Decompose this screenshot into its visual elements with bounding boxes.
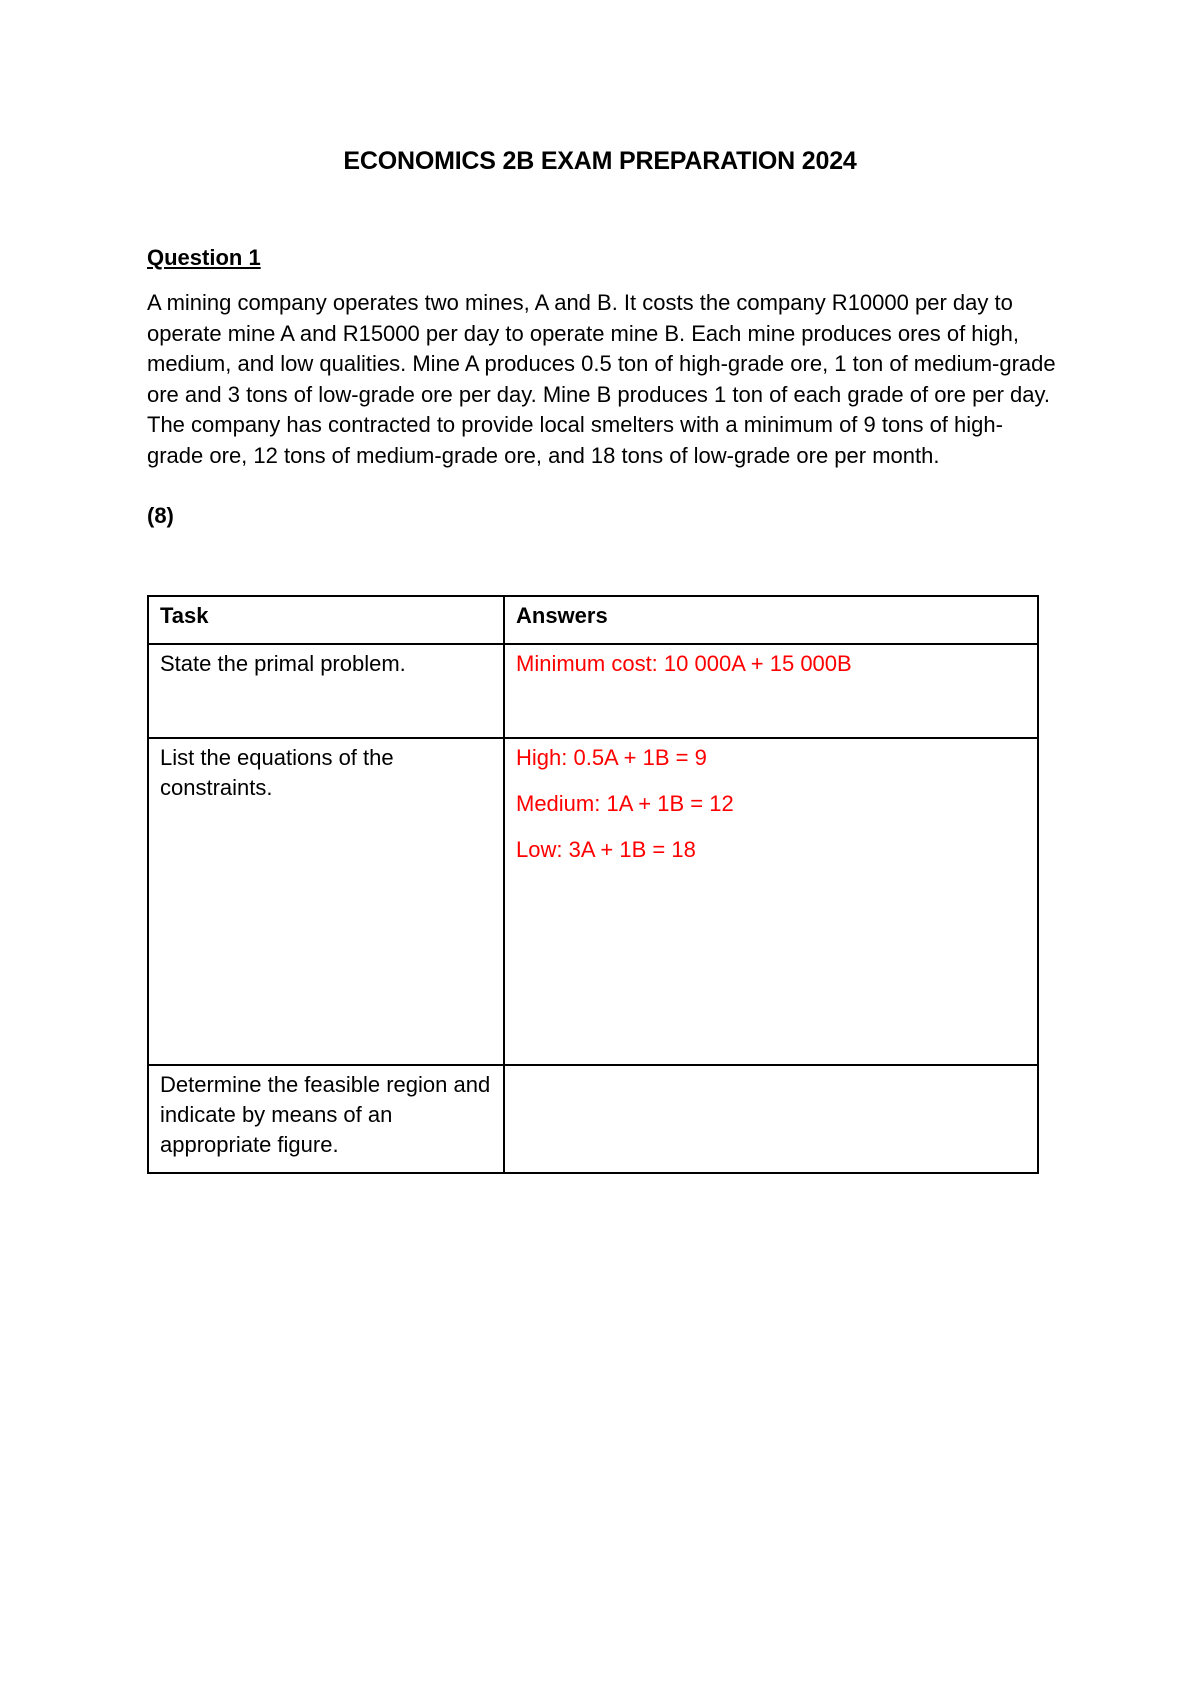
table-row: [148, 1065, 1038, 1173]
table-row: [148, 644, 1038, 738]
table-row: [148, 738, 1038, 1065]
header-answers: Answers: [504, 596, 1038, 644]
task-cell: List the equations of the constraints.: [148, 738, 504, 1065]
table-header-row: [148, 596, 1038, 644]
answer-cell-empty: [504, 1065, 1038, 1173]
answer-primal-problem: Minimum cost: 10 000A + 15 000B: [516, 651, 852, 676]
answer-table: [147, 595, 1039, 1174]
answer-constraint-low: Low: 3A + 1B = 18: [516, 837, 696, 862]
answer-constraint-high: High: 0.5A + 1B = 9: [516, 745, 707, 770]
task-cell: Determine the feasible region and indicate by means of an appropriate figure.: [148, 1065, 504, 1173]
answer-cell: [504, 644, 1038, 738]
answer-constraint-medium: Medium: 1A + 1B = 12: [516, 791, 734, 816]
answer-cell: [504, 738, 1038, 1065]
document-title: ECONOMICS 2B EXAM PREPARATION 2024: [343, 147, 857, 175]
question-text: A mining company operates two mines, A and B. It costs the company R10000 per day to operate mine A and R15000 per day to operate mine B. Each mine produces ores of high, medium, and low qualities. Mine A produces 0.5 ton of high-grade ore, 1 ton of medium-grade ore and 3 tons of low-grade ore per day. Mine B produces 1 ton of each grade of ore per day. The company has contracted to provide local smelters with a minimum of 9 tons of high-grade ore, 12 tons of medium-grade ore, and 18 tons of low-grade ore per month.: [147, 290, 1056, 468]
question-heading: Question 1: [147, 245, 261, 270]
header-task: Task: [148, 596, 504, 644]
question-marks: (8): [147, 503, 174, 528]
task-cell: State the primal problem.: [148, 644, 504, 738]
